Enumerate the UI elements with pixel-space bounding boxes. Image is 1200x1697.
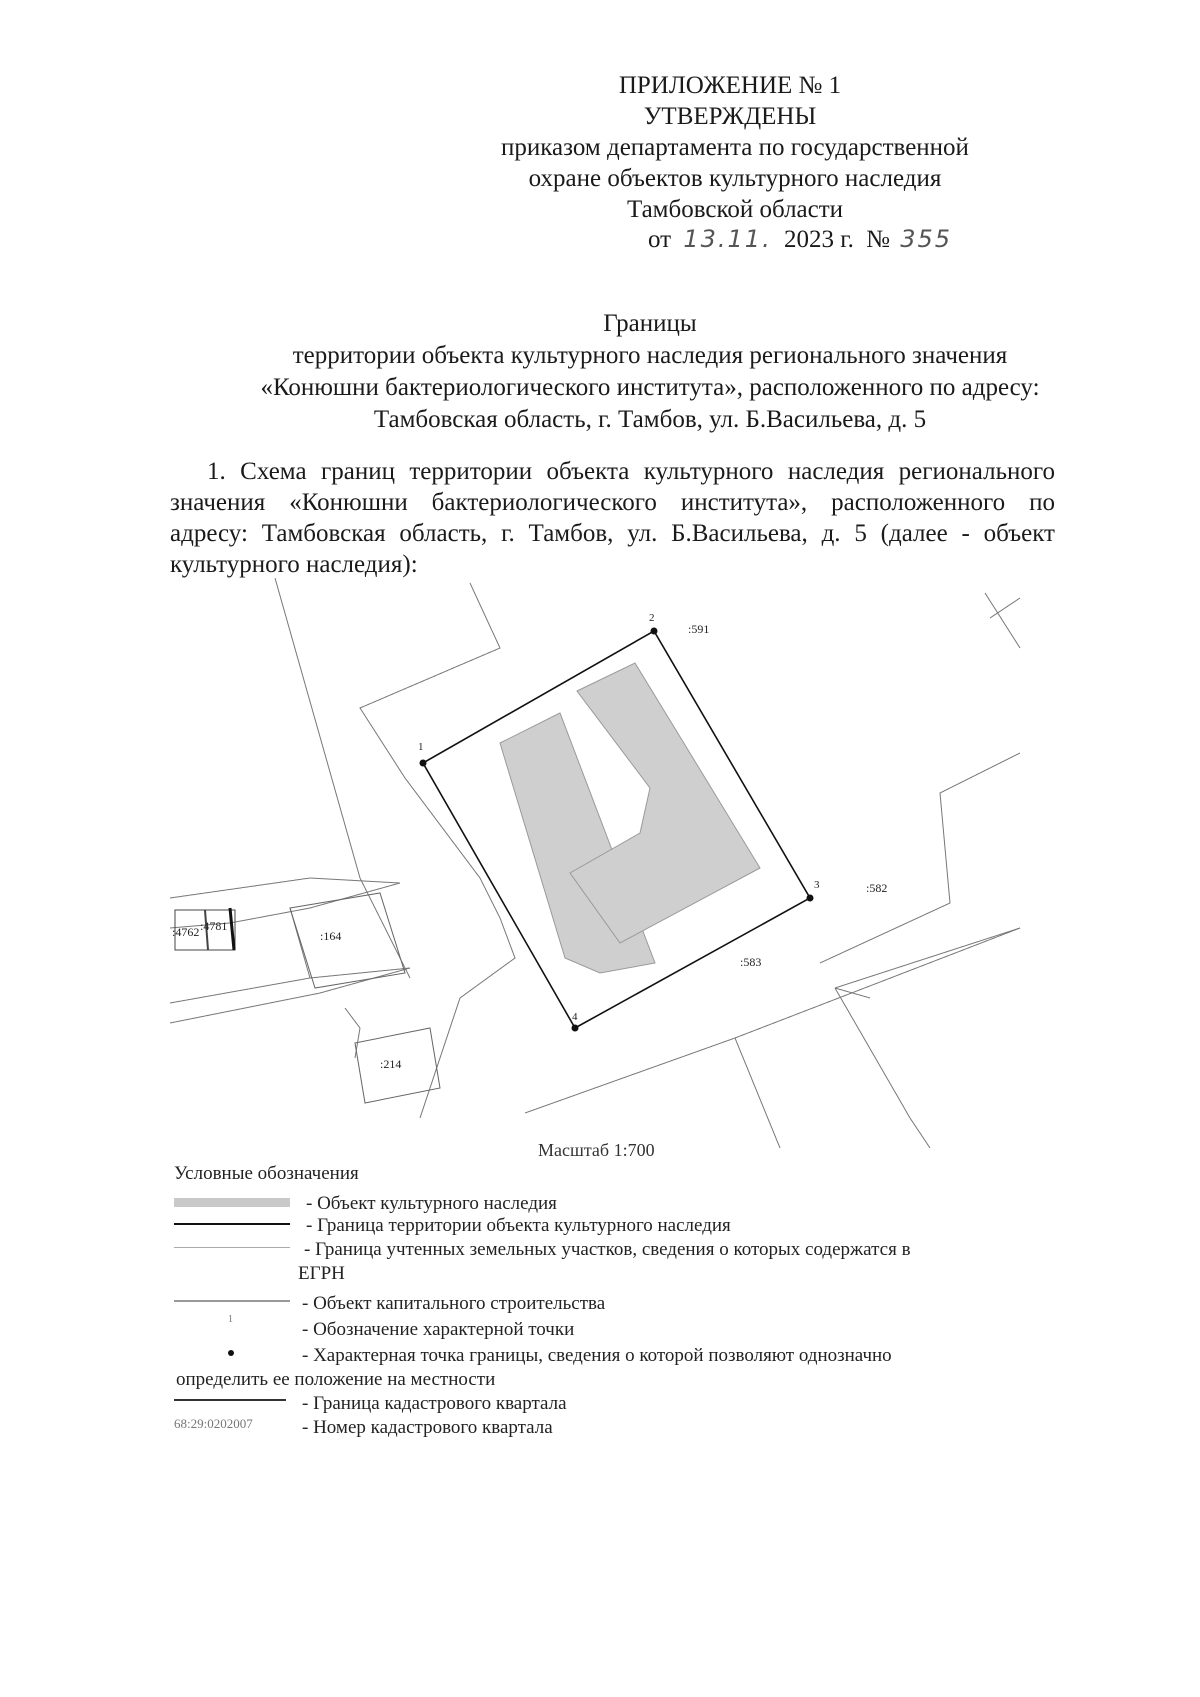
legend-title: Условные обозначения <box>174 1163 359 1184</box>
approved-label: УТВЕРЖДЕНЫ <box>643 103 817 130</box>
legend-territory-boundary: - Граница территории объекта культурного наследия <box>306 1215 731 1236</box>
parcel-label-582: :582 <box>866 881 888 895</box>
parcel-label-4781: :4781 <box>200 919 228 933</box>
legend-boundary-point-cont: определить ее положение на местности <box>176 1369 496 1390</box>
point-label-4: 4 <box>572 1011 578 1023</box>
legend-symbol-point-designation: 1 <box>228 1314 233 1325</box>
point-label-2: 2 <box>649 612 655 624</box>
date-prefix: от <box>648 226 672 253</box>
map-scale: Масштаб 1:700 <box>538 1140 655 1160</box>
paragraph-line-3: адресу: Тамбовская область, г. Тамбов, ул. Б.Васильева, д. 5 (далее - объект <box>170 520 1055 547</box>
boundary-point-2 <box>651 628 658 635</box>
legend-symbol-quarter-number: 68:29:0202007 <box>174 1416 253 1431</box>
document-title <box>170 308 1130 436</box>
handwritten-date: 13.11. <box>683 225 772 253</box>
legend-parcel-boundary-cont: ЕГРН <box>298 1263 345 1284</box>
legend-quarter-boundary: - Граница кадастрового квартала <box>302 1393 567 1414</box>
point-label-1: 1 <box>418 741 424 753</box>
boundary-point-4 <box>572 1025 579 1032</box>
parcel-label-4762: :4762 <box>172 925 200 939</box>
point-label-3: 3 <box>814 879 820 891</box>
parcel-label-214: :214 <box>380 1057 402 1071</box>
legend-symbol-quarter-boundary <box>174 1399 286 1401</box>
legend-capital-construction: - Объект капитального строительства <box>302 1293 606 1314</box>
legend-heritage-object: - Объект культурного наследия <box>306 1193 557 1214</box>
order-issuer <box>450 132 1020 225</box>
number-prefix: № <box>866 226 890 253</box>
legend <box>172 1162 1002 1452</box>
legend-symbol-heritage-object <box>174 1198 290 1207</box>
appendix-number: ПРИЛОЖЕНИЕ № 1 <box>618 72 842 99</box>
legend-symbol-boundary-point <box>228 1350 234 1356</box>
paragraph-line-1: 1. Схема границ территории объекта культурного наследия регионального <box>207 458 1055 485</box>
title-line-4: Тамбовская область, г. Тамбов, ул. Б.Васильева, д. 5 <box>373 406 927 433</box>
legend-symbol-parcel-boundary <box>174 1247 290 1248</box>
legend-quarter-number: - Номер кадастрового квартала <box>302 1417 553 1438</box>
date-year: 2023 г. <box>783 226 854 253</box>
handwritten-number: 355 <box>900 225 953 253</box>
legend-parcel-boundary: - Граница учтенных земельных участков, сведения о которых содержатся в <box>304 1239 911 1260</box>
legend-boundary-point: - Характерная точка границы, сведения о которой позволяют однозначно <box>302 1345 892 1366</box>
parcel-label-591: :591 <box>688 622 710 636</box>
parcel-label-164: :164 <box>320 929 342 943</box>
title-line-1: Границы <box>603 310 697 337</box>
appendix-header <box>520 70 940 132</box>
boundary-point-3 <box>807 895 814 902</box>
order-issuer-line-3: Тамбовской области <box>626 196 844 223</box>
legend-symbol-capital-construction <box>174 1300 290 1302</box>
scheme-paragraph <box>170 456 1055 580</box>
legend-symbol-territory-boundary <box>174 1223 290 1225</box>
order-issuer-line-1: приказом департамента по государственной <box>501 134 969 161</box>
paragraph-line-4: культурного наследия): <box>170 551 418 578</box>
title-line-3: «Конюшни бактериологического института», расположенного по адресу: <box>260 374 1040 401</box>
paragraph-line-2: значения «Конюшни бактериологического института», расположенного по <box>170 489 1055 516</box>
heritage-object-buildings <box>500 663 760 973</box>
boundary-point-1 <box>420 760 427 767</box>
boundary-map <box>170 578 1030 1148</box>
order-date-line <box>648 224 1028 255</box>
order-issuer-line-2: охране объектов культурного наследия <box>528 165 942 192</box>
title-line-2: территории объекта культурного наследия регионального значения <box>292 342 1008 369</box>
parcel-label-583: :583 <box>740 955 762 969</box>
legend-point-designation: - Обозначение характерной точки <box>302 1319 575 1340</box>
